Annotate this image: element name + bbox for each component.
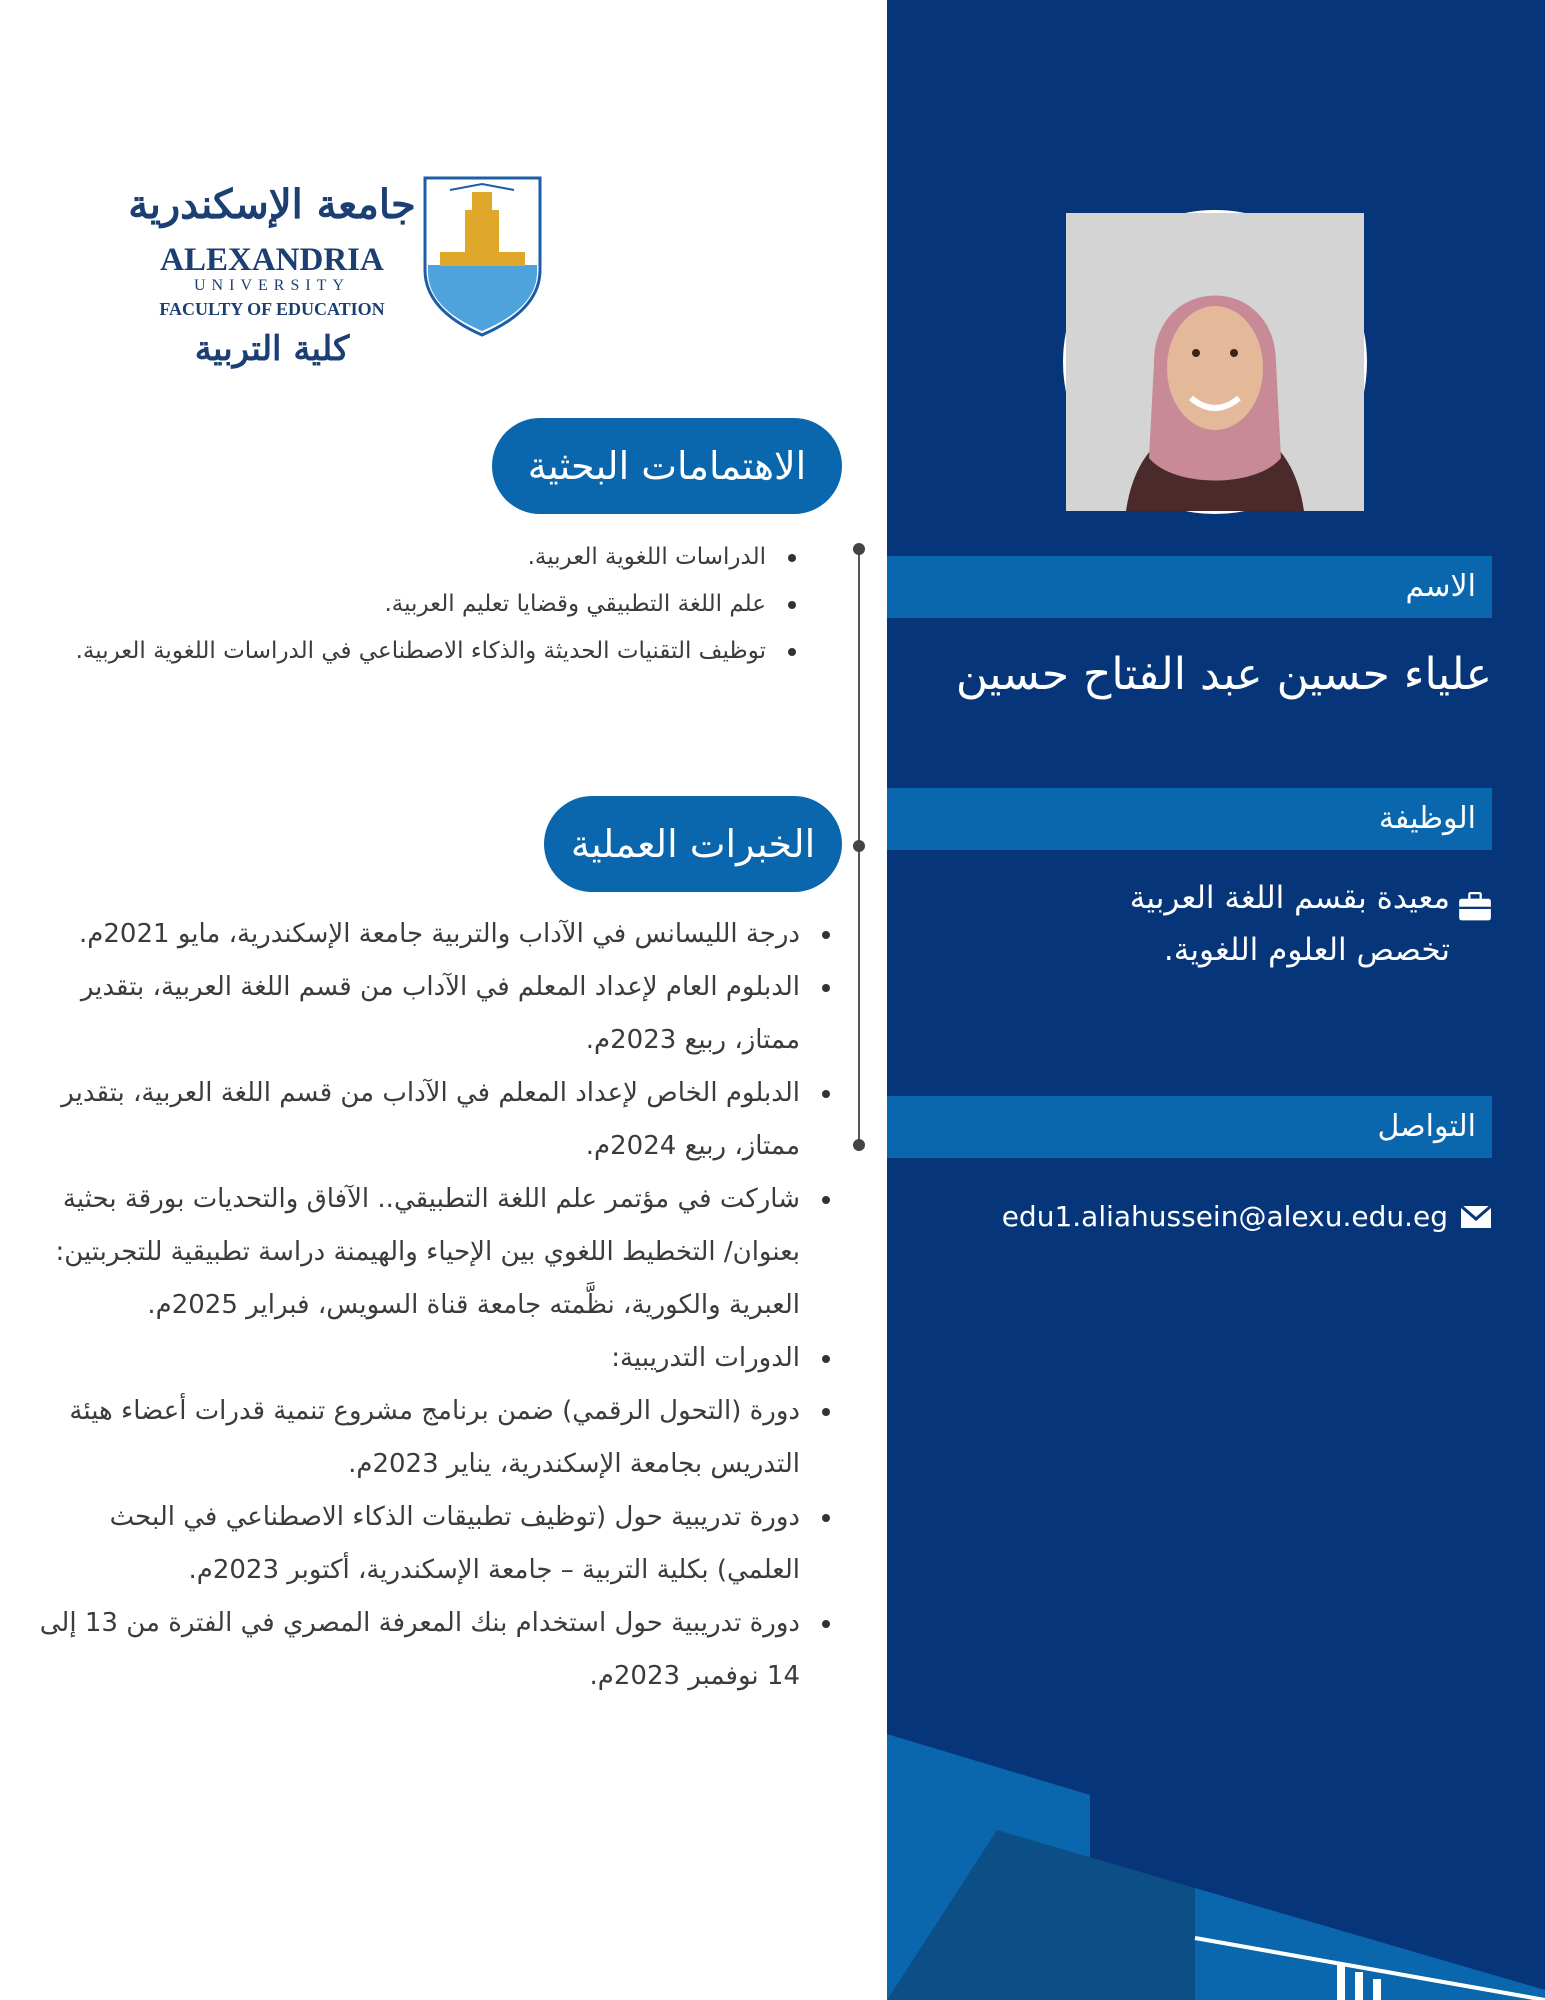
job-label: الوظيفة	[887, 788, 1492, 850]
lighthouse-shield-icon	[425, 178, 540, 335]
timeline-dot	[853, 840, 865, 852]
envelope-icon	[1460, 1205, 1492, 1229]
contact-email-row[interactable]	[960, 1192, 1492, 1242]
name-label: الاسم	[887, 556, 1492, 618]
profile-photo	[1063, 210, 1367, 514]
job-description	[1000, 872, 1492, 976]
job-line-2: تخصص العلوم اللغوية.	[1163, 932, 1450, 968]
list-item: الدورات التدريبية:	[20, 1332, 832, 1385]
logo-english-sub: UNIVERSITY	[194, 277, 350, 294]
logo-english-name: ALEXANDRIA	[160, 242, 384, 278]
research-interests-heading: الاهتمامات البحثية	[492, 418, 842, 514]
list-item: علم اللغة التطبيقي وقضايا تعليم العربية.	[40, 581, 798, 628]
experience-heading: الخبرات العملية	[544, 796, 842, 892]
timeline-dot	[853, 1139, 865, 1151]
timeline-dot	[853, 543, 865, 555]
list-item: الدبلوم الخاص لإعداد المعلم في الآداب من قسم اللغة العربية، بتقدير ممتاز، ربيع 2024م.	[20, 1067, 832, 1173]
list-item: توظيف التقنيات الحديثة والذكاء الاصطناعي في الدراسات اللغوية العربية.	[40, 628, 798, 675]
briefcase-icon	[1458, 892, 1492, 921]
university-logo	[128, 170, 545, 380]
list-item: شاركت في مؤتمر علم اللغة التطبيقي.. الآفاق والتحديات بورقة بحثية بعنوان/ التخطيط اللغوي بين الإحياء والهيمنة دراسة تطبيقية للتجربتين: العبرية والكورية، نظَّمته جامعة قناة السويس، فبراير 2025م.	[20, 1173, 832, 1332]
logo-faculty-en: FACULTY OF EDUCATION	[159, 299, 385, 319]
list-item: دورة تدريبية حول (توظيف تطبيقات الذكاء الاصطناعي في البحث العلمي) بكلية التربية – جامعة الإسكندرية، أكتوبر 2023م.	[20, 1491, 832, 1597]
list-item: درجة الليسانس في الآداب والتربية جامعة الإسكندرية، مايو 2021م.	[20, 908, 832, 961]
list-item: الدبلوم العام لإعداد المعلم في الآداب من قسم اللغة العربية، بتقدير ممتاز، ربيع 2023م.	[20, 961, 832, 1067]
contact-label: التواصل	[887, 1096, 1492, 1158]
logo-faculty-ar: كلية التربية	[194, 329, 350, 369]
research-interests-list	[40, 534, 798, 675]
logo-arabic-university: جامعة الإسكندرية	[128, 181, 416, 228]
list-item: دورة (التحول الرقمي) ضمن برنامج مشروع تنمية قدرات أعضاء هيئة التدريس بجامعة الإسكندرية، يناير 2023م.	[20, 1385, 832, 1491]
list-item: الدراسات اللغوية العربية.	[40, 534, 798, 581]
email-address[interactable]: edu1.aliahussein@alexu.edu.eg	[1001, 1200, 1448, 1233]
person-name: علياء حسين عبد الفتاح حسين	[955, 649, 1492, 700]
experience-list	[20, 908, 832, 1703]
list-item: دورة تدريبية حول استخدام بنك المعرفة المصري في الفترة من 13 إلى 14 نوفمبر 2023م.	[20, 1597, 832, 1703]
job-line-1: معيدة بقسم اللغة العربية	[1129, 880, 1450, 916]
